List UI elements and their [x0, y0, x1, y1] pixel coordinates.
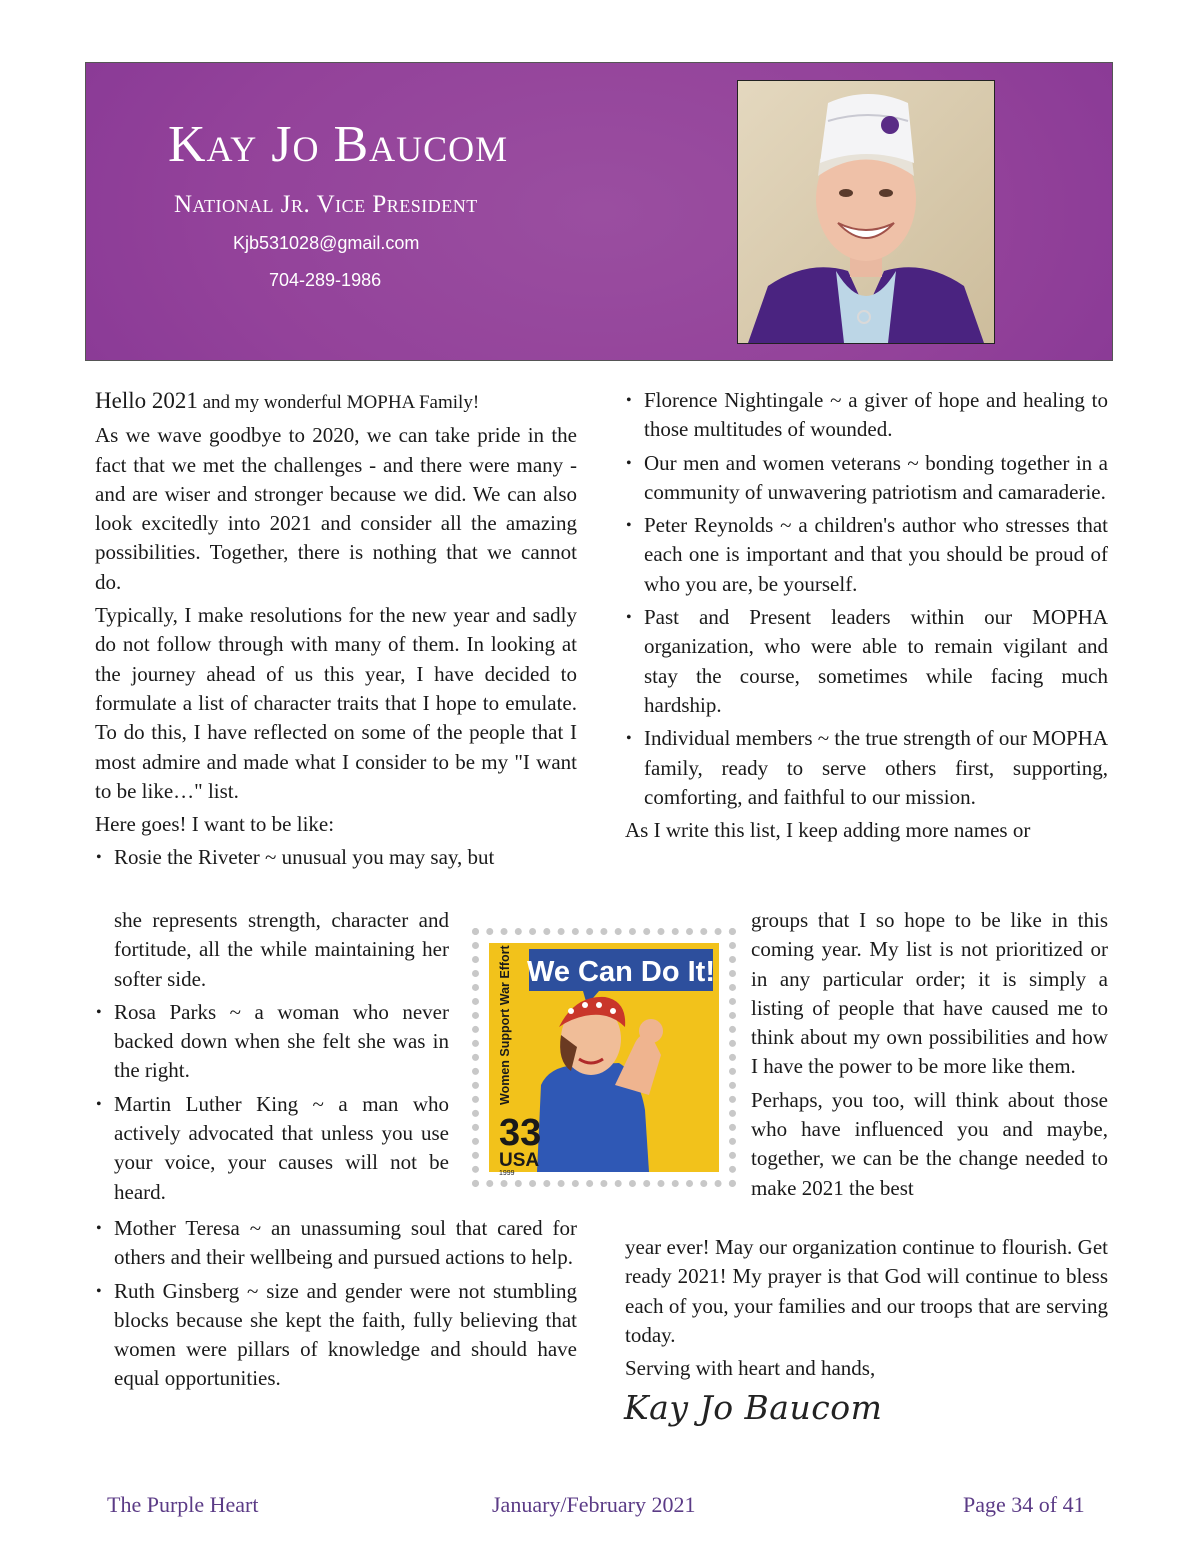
list-item-ruth-ginsberg: • Ruth Ginsberg ~ size and gender were not stumbling blocks because she kept the faith, fully believing that women were pillars of knowledge and should have equal opportunities.: [96, 1278, 577, 1391]
left-narrow-column: [95, 906, 449, 1207]
bullet-icon: •: [96, 849, 102, 867]
paragraph-intro: As we wave goodbye to 2020, we can take pride in the fact that we met the challenges - and there were many - and are wiser and stronger because we did. We can also look excitedly into 2021 and consider all the amazing possibilities. Together, there is nothing that we cannot do.: [95, 423, 577, 594]
list-item-mother-teresa: • Mother Teresa ~ an unassuming soul that cared for others and their wellbeing and pursued actions to help.: [96, 1216, 577, 1270]
greeting: Hello 2021 and my wonderful MOPHA Family!: [95, 388, 480, 413]
author-name: Kay Jo Baucom: [168, 116, 509, 173]
bullet-icon: •: [626, 730, 632, 748]
footer-publication: The Purple Heart: [107, 1492, 259, 1517]
list-item-rosie: • Rosie the Riveter ~ unusual you may say, but: [95, 843, 577, 872]
author-email[interactable]: Kjb531028@gmail.com: [233, 233, 420, 253]
bullet-icon: •: [96, 1003, 102, 1021]
footer-issue: January/February 2021: [492, 1492, 696, 1517]
author-title: National Jr. Vice President: [174, 191, 478, 218]
stamp-country: USA: [499, 1150, 540, 1171]
stamp-side-text: Women Support War Effort: [498, 945, 512, 1105]
paragraph-perhaps: Perhaps, you too, will think about those who have influenced you and maybe, together, we can be the change needed to make 2021 the best: [751, 1087, 1108, 1200]
list-item-members: • Individual members ~ the true strength of our MOPHA family, ready to serve others first, supporting, comforting, and faithful to our mission.: [626, 726, 1108, 809]
footer-page-number: Page 34 of 41: [963, 1492, 1085, 1517]
bullet-icon: •: [96, 1220, 102, 1237]
bullet-icon: •: [626, 609, 632, 627]
author-photo: [737, 80, 995, 344]
paragraph-list-cont: groups that I so hope to be like in this coming year. My list is not prioritized or in any particular order; it is simply a listing of people that have caused me to think about my own possibilities and how I have the power to be more like them.: [751, 908, 1108, 1079]
bullet-icon: •: [626, 454, 632, 472]
list-item-rosa-parks: • Rosa Parks ~ a woman who never backed down when she felt she was in the right.: [96, 999, 449, 1083]
list-item-mlk: • Martin Luther King ~ a man who actively advocated that unless you use your voice, your causes will not be heard.: [96, 1091, 449, 1204]
paragraph-resolutions: Typically, I make resolutions for the new year and sadly do not follow through with many of them. In looking at the journey ahead of us this year, I have decided to formulate a list of character traits that I hope to emulate. To do this, I have reflected on some of the people that I most admire and made what I consider to be my "I want to be like…" list.: [95, 603, 577, 803]
list-item-rosie-cont: she represents strength, character and fortitude, all the while maintaining her softer side.: [114, 908, 449, 991]
closing-line: Serving with heart and hands,: [625, 1356, 876, 1381]
paragraph-year-ever: year ever! May our organization continue to flourish. Get ready 2021! My prayer is that God will continue to bless each of you, your families and our troops that are serving today.: [625, 1235, 1108, 1347]
paragraph-list-intro: As I write this list, I keep adding more names or: [625, 818, 1031, 843]
right-column: [625, 386, 1108, 845]
bullet-icon: •: [626, 392, 632, 409]
left-column: [95, 386, 577, 873]
bullet-icon: •: [96, 1095, 102, 1113]
list-item-peter-reynolds: • Peter Reynolds ~ a children's author who stresses that each one is important and that you should be proud of who you are, be yourself.: [626, 513, 1108, 596]
left-bottom-column: [95, 1214, 577, 1394]
stamp-headline: We Can Do It!: [527, 956, 715, 988]
paragraph-here-goes: Here goes! I want to be like:: [95, 812, 335, 837]
bullet-icon: •: [96, 1282, 102, 1300]
stamp-year: 1999: [499, 1170, 515, 1177]
signature: Kay Jo Baucom: [624, 1388, 883, 1427]
stamp-value: 33: [499, 1112, 542, 1154]
right-bottom-column: [625, 1233, 1108, 1383]
list-item-veterans: • Our men and women veterans ~ bonding together in a community of unwavering patriotism and camaraderie.: [626, 450, 1108, 504]
list-item-mopha-leaders: • Past and Present leaders within our MOPHA organization, who were able to remain vigilant and stay the course, sometimes while facing much hardship.: [626, 605, 1108, 717]
list-item-florence-nightingale: • Florence Nightingale ~ a giver of hope and healing to those multitudes of wounded.: [626, 388, 1108, 442]
rosie-riveter-stamp: [472, 928, 736, 1187]
header-banner: [85, 62, 1113, 361]
right-narrow-column: [751, 906, 1108, 1203]
author-phone: 704-289-1986: [269, 270, 382, 290]
bullet-icon: •: [626, 517, 632, 535]
